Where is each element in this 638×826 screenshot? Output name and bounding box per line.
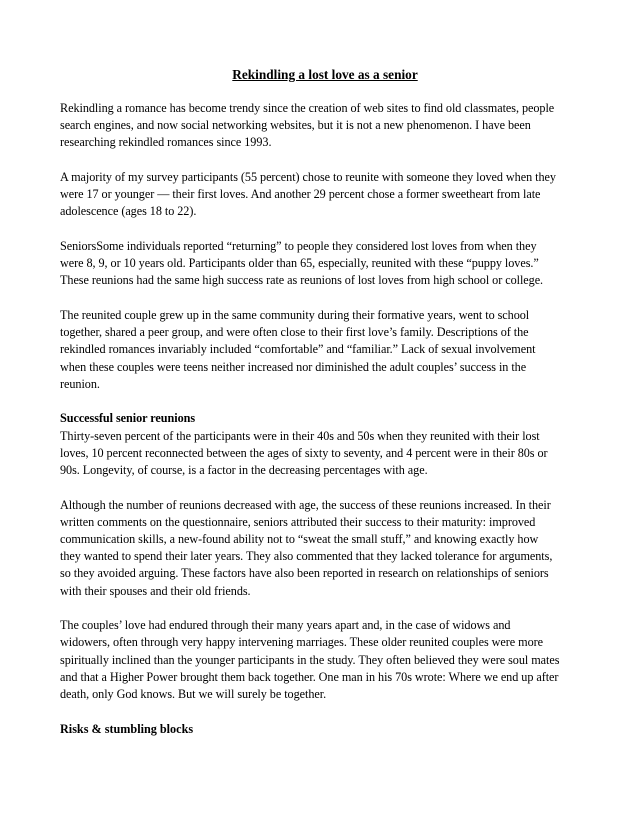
paragraph-intro (60, 100, 590, 152)
document-title: Rekindling a lost love as a senior (232, 67, 418, 82)
text-line: 90s. Longevity, of course, is a factor in the decreasing percentages with age. (60, 463, 428, 478)
text-line: Rekindling a romance has become trendy since the creation of web sites to find old classmates, people (60, 101, 555, 115)
text-line: Although the number of reunions decreased with age, the success of these reunions increased. In their (60, 497, 551, 512)
text-line: were 17 or younger — their first loves. And another 29 percent chose a former sweetheart from late (60, 187, 541, 202)
document-page (60, 66, 590, 738)
text-line: adolescence (ages 18 to 22). (60, 204, 197, 219)
text-line: search engines, and now social networking websites, but it is not a new phenomenon. I have been (60, 118, 531, 133)
text-line: The reunited couple grew up in the same community during their formative years, went to school (60, 308, 530, 322)
paragraph-survey (60, 169, 590, 221)
text-line: written comments on the questionnaire, seniors attributed their success to their maturity: improved (60, 514, 536, 529)
text-line: they wanted to spend their later years. They also commented that they lacked tolerance for arguments, (60, 549, 553, 564)
paragraph-puppy-loves (60, 238, 590, 290)
text-line: were 8, 9, or 10 years old. Participants older than 65, especially, reunited with these “puppy loves.” (60, 256, 539, 271)
text-line: so they avoided arguing. These factors have also been reported in research on relationships of seniors (60, 566, 549, 581)
text-line: when these couples were teens neither increased nor diminished the adult couples’ success in the (60, 359, 527, 374)
text-line: A majority of my survey participants (55 percent) chose to reunite with someone they loved when they (60, 170, 556, 184)
text-line: reunion. (60, 376, 100, 391)
paragraph-success-increase (60, 497, 590, 600)
text-line: death, only God knows. But we will surely be together. (60, 687, 327, 702)
text-line: rekindled romances invariably included “comfortable” and “familiar.” Lack of sexual involvement (60, 342, 536, 357)
text-line: SeniorsSome individuals reported “returning” to people they considered lost loves from when they (60, 239, 537, 253)
text-line: together, shared a peer group, and were often close to their first love’s family. Descriptions of the (60, 325, 529, 340)
text-line: with their spouses and their old friends. (60, 583, 251, 598)
text-line: loves, 10 percent reconnected between the ages of sixty to seventy, and 4 percent were in their 80s or (60, 445, 548, 460)
section-heading-risks: Risks & stumbling blocks (60, 721, 194, 736)
text-line: The couples’ love had endured through their many years apart and, in the case of widows and (60, 618, 511, 633)
text-line: spiritually inclined than the younger participants in the study. They often believed they were soul mates (60, 652, 560, 667)
section-successful-senior-reunions (60, 410, 590, 479)
text-line: researching rekindled romances since 1993. (60, 135, 272, 150)
text-line: communication skills, a new-found ability not to “sweat the small stuff,” and knowing exactly how (60, 532, 539, 547)
section-heading: Successful senior reunions (60, 411, 196, 426)
text-line: and that a Higher Power brought them back together. One man in his 70s wrote: Where we end up after (60, 669, 559, 684)
text-line: Thirty-seven percent of the participants were in their 40s and 50s when they reunited with their lost (60, 428, 540, 443)
text-line: These reunions had the same high success rate as reunions of lost loves from high school or college. (60, 273, 544, 288)
paragraph-enduring-love (60, 617, 590, 703)
paragraph-community (60, 307, 590, 393)
text-line: widowers, often through very happy intervening marriages. These older reunited couples were more (60, 635, 543, 650)
